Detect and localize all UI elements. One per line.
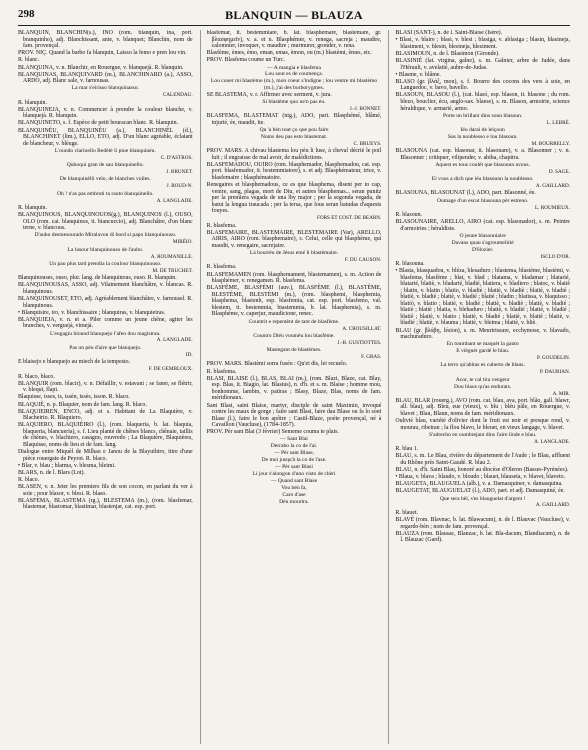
quotation-line: Qu 'a bèn tout ço que pou faire xyxy=(259,126,329,133)
quotation-line: — Pèr sant Blasi xyxy=(275,464,313,471)
dictionary-entry: PROV. MARS. Blastèmi sorra fuséu : Qu'ei dis, lei recuelo. xyxy=(206,361,348,368)
dictionary-entry: BLANQUINA, v. n. Blanchir, en Rouergue, v. blanquejà. R. blanquin. xyxy=(18,64,184,71)
dictionary-entry: BLASO (gr. βλάξ, mou), s. f. Bourre des cocons des vers à soie, en Languedoc, v. bavo, bavello. xyxy=(395,78,571,92)
quotation-source: MIRÈIO. xyxy=(172,239,193,246)
quotation-line: Noms deu pas esto blastemat. xyxy=(260,133,328,140)
dictionary-entry: • Blaua, v. blava ; blaudo, v. bloudo ; blauet, blauseta, v. blavet, blaveto. xyxy=(395,474,566,481)
dictionary-entry: R. blasouna. xyxy=(395,260,425,267)
column-middle xyxy=(200,30,382,744)
dictionary-entry: Dialogue entre Miquèl de Milhau e Janou de la Blayuibiro, titre d'une pièce rouergate de Peyrot. R. blaco. xyxy=(18,449,193,462)
page-header xyxy=(18,8,570,24)
quotation-line: Countrit e repentènt de tant de blasfème. xyxy=(248,318,340,325)
dictionary-entry: BLAQUIÈ, n. p. Blaquier, nom de fam. lang. R. blaco. xyxy=(18,401,147,408)
dictionary-entry: BLAU, BLAR (rouerg.), AVO (rom. cat. blau, ava, port. blão, gall. blawr, all. blau), adj. Bleu, eue (vieux), v. blu ; bléu pâle, en Rouergue, v. blavet ; Blau, Blaun, noms de fam. méridionaux. xyxy=(395,397,571,418)
quotation-line: Vou bén fa, xyxy=(281,485,307,491)
dictionary-entry: R. blauet. xyxy=(395,509,419,516)
dictionary-entry: Blaquisse, isses, is, issèn, issès, isson. R. blaco. xyxy=(18,394,130,401)
dictionary-entry: BLASFEMA, BLASTEMA (rg.), BLESTEMA (m.), (rom. blasfemar, blastemar, blastomar, blastimar, blastenjar, cat. esp. port. xyxy=(18,497,193,511)
dictionary-entry: PROV. Blasfema coume un Turc. xyxy=(206,57,286,64)
quotation-source: A. GAILLARD. xyxy=(535,183,571,190)
dictionary-entry: BLANQUINETO, s. f. Espèce de petit bouracan blanc. R. blanquin. xyxy=(18,120,179,127)
dictionary-entry: R. blaco. xyxy=(18,477,40,484)
dictionary-entry: BLASINIÉ (lat. virgina, galne), s. m. Galnier, arbre de Judée, dans l'Hérault, v. avelatié, aubre-de-Judas. xyxy=(395,57,571,71)
quotation-source: M. BOURRELLY. xyxy=(531,140,571,147)
quotation-line: La terro qu'abitas es cuberto de blaus. xyxy=(440,362,525,369)
dictionary-entry: BLANQUIEJA, v. n. et a. Piler comme un jeune chêne, agiter les branches, v. verguejà, vimejà. xyxy=(18,316,193,330)
quotation-line: Pas un pèu d'aire que blanquejo. xyxy=(69,344,142,351)
quotation-source: P. DAUBIAN. xyxy=(539,369,571,376)
quotation-source: A. CROUSILLAT. xyxy=(342,325,382,332)
quotation-line: Si blastème quo ne'n pas èu. xyxy=(262,99,326,106)
quotation-source: A. ROUMANILLE. xyxy=(150,253,193,260)
quotation-line: Mastegant de blastèmes. xyxy=(266,347,322,354)
dictionary-entry: R. blasfema. xyxy=(206,368,237,375)
quotation-line: Li jour s'alongon d'uno visto de chèri xyxy=(252,471,336,478)
dictionary-entry: BLANQUIN, BLANCHIN(s.), INO (rom. blanquin, ina, port. branquinho), adj. Blanchissant, ante, v. blanquet; Blanchin, nom de fam. provençal. xyxy=(18,30,193,50)
column-right xyxy=(388,30,570,744)
dictionary-entry: BLASOUNAIRE, ARELLO, AIRO (cat. esp. blasonador), s. m. Peintre d'armoiries ; héraldiste. xyxy=(395,219,571,232)
dictionary-entry: BLARS, n. de l. Blars (Lot). xyxy=(18,469,85,476)
quotation-line: E vièguèt gardé le blau. xyxy=(456,348,510,355)
dictionary-entry: BLAUGETAT, BLAUGUELAT (l.), ADO, part. et adj. Damasquiné, ée. xyxy=(395,488,565,495)
dictionary-entry: BLAUGETA, BLAUGUELA (alb.), v. a. Damasquiner, v. damasquina. xyxy=(395,481,563,488)
dictionary-entry: Blanquinouses, ouso, plur. lang. de blanquinous, ouso. R. blanquin. xyxy=(18,275,177,282)
quotation-source: A. MIR. xyxy=(552,390,571,397)
quotation-source: ISCLO D'OR. xyxy=(540,253,571,260)
quotation-source: A. LANGLADE. xyxy=(156,197,193,204)
quotation-line: Countro Diéu vouméu lou blasfème. xyxy=(253,332,335,339)
header-rule xyxy=(18,25,570,26)
dictionary-entry: R. blanc. xyxy=(18,57,40,64)
dictionary-entry: BLASEN, v. n. Jeter les premiers fils de son cocon, en parlant du ver à soie ; pour blasor, v. blesi. R. blaso. xyxy=(18,484,193,497)
dictionary-entry: BLANQUINAS, BLANQUIVARD (m.), BLANCHINARD (a.), ASSO, ARDO, adj. Blanc sale, v. farnousas. xyxy=(18,71,193,85)
dictionary-entry: R. blanquin. xyxy=(18,99,47,106)
dictionary-entry: PROV. NIÇ. Quand la barbo fa blanquin, Laisso la femo e pren lou vin. xyxy=(18,50,187,57)
quotation-source: J. ROUD-N. xyxy=(166,183,193,190)
dictionary-entry: R. blaco, blaco. xyxy=(18,373,55,380)
quotation-line: O jeune blasouniaire xyxy=(459,232,506,239)
running-head: BLANQUIN — BLAUZA xyxy=(225,8,363,22)
dictionary-entry: BLASOUN, BLASOU (l.), (cat. blasó, esp. blason, it. blasone ; du rom. blezo, bouclier, écu, anglo-sax. blaese), s. m. Blason, armoirie, science héraldique, v. armarié, armo. xyxy=(395,92,571,112)
quotation-source: D. SAGE. xyxy=(548,168,571,175)
quotation-line: De moi jusqu'à la co de l'ase. xyxy=(261,457,327,464)
quotation-line: L'engagiu blound blanquejo l'afen dou magistrau. xyxy=(49,330,161,337)
quotation-line: — A mangia e blasfema xyxy=(267,64,321,71)
quotation-line: Aquest es tous coulét que blasounn avous. xyxy=(435,161,530,168)
quotation-line: Iéu darai de leiçoun xyxy=(460,127,505,133)
quotation-line: Un pau plus tard prendia la coulour blanquinouso. xyxy=(49,260,162,267)
quotation-source: J. BRUNET. xyxy=(166,169,193,176)
quotation-line: Dou blaus qu'as endurats. xyxy=(454,383,512,390)
dictionary-entry: • Blasme, v. blâme. xyxy=(395,71,441,78)
dictionary-entry: BLASI (SANT-), n. de l. Saint-Blaise (Isère). xyxy=(395,30,503,36)
quotation-source: J.-J. BONNET. xyxy=(349,105,382,112)
quotation-line: Derrabo la co de l'ai. xyxy=(270,443,318,450)
dictionary-entry: blasfemar, it. bestemmiare, b. lat. blasphemare, blastemare, gr. βλασφημεῖν), v. a. et n. Blasphémer, v. renega, sacreja ; maudire, calomnier, invoquer, v. maudire ; murmurer, gronder, v. rena. xyxy=(206,30,382,50)
quotation-source: C. D'ASTROS. xyxy=(160,154,193,161)
dictionary-entry: BLAVÈ (rom. Blavnac, b. lat. Blawacum), n. de l. Blauvac (Vaucluse), v. regardo-bèn ; nom de fam. provençal. xyxy=(395,516,571,530)
dictionary-entry: • Blanquisire, iro, v. blanchissaire ; blanquiras, v. blanquieiras. xyxy=(18,309,166,316)
dictionary-entry: BLASFÈME, BLASFÈMI (auv.), BLASFÈME (l.), BLASTÈME, BLESTÈME, BLESTÈMI (m.), (rom. blasphemi, blasphemia, blasphema, blastenh, esp. blasfemia, cat. esp. port. blasfemo, val. blestem, it. bestemmia, biastemmia, b. lat. blasphemia), s. m. Blasphème, v. caperjur, maudicione, renec. xyxy=(206,285,382,318)
dictionary-entry: BLAQUIEIREN, ENCO, adj. et s. Habitant de La Blaquière, v. Blacheirio. R. Blaquiero. xyxy=(18,408,193,422)
quotation-line: En toumbant se maquèt la gauto xyxy=(446,341,519,348)
dictionary-entry: BLASOUNA (cat. esp. blasonar, it. blasonare), v. a. Blasonner ; v. n. Blasonner ; critiquer, vilipender, v. abiha, chapitra. xyxy=(395,148,571,161)
page-number: 298 xyxy=(18,8,35,20)
dictionary-entry: Renegaires et blasphemadous, ce es que blasphema, disent per to cap, venire, sang, plagas, mort de Diu, et autres blasphemas... seran punitz per la premiera vegada de una lby major ; per la segonda vegada, de batut la lengua traucada ; per la tersa, que lous seran batudas d'aquests fouyes. xyxy=(206,182,382,215)
dictionary-entry: Sant Blasi, saint Blaise, martyr, disciple de saint Maximin, invoqué contre les maux de gorge ; faire sant Blasi, faire dau Blase ou fa lo sont Blase (l.), faire le bon apôtre ; Castil-Blaze, poète provençal, né à Cavaillon (Vaucluse), (1784-1857). xyxy=(206,402,382,429)
quotation-source: L. LEBRÈ. xyxy=(546,119,571,126)
quotation-line: Oumage d'un escut blasouna pèr estreno. xyxy=(436,197,529,204)
dictionary-entry: R. blasfema. xyxy=(206,264,237,271)
quotation-source: J.-B. GUSTIOTTES. xyxy=(337,339,382,346)
quotation-line: S'adrecho en oumbrejant dins l'aire linde e blau. xyxy=(429,431,537,438)
quotation-line: Lou sout es de coumença. xyxy=(265,71,323,78)
quotation-source: F. DE GEMBLOUX. xyxy=(148,366,193,373)
quotation-line: La lusour blanquinouso de l'aubo. xyxy=(67,246,144,253)
dictionary-entry: BLANQUIR (rom. blacir), v. n. Défaillir, v. estavani ; se faner, se flétrir, v. blequi, flapi. xyxy=(18,380,193,394)
dictionary-entry: R. blasoun. xyxy=(395,211,423,218)
dictionary-entry: PROV. Pèr sant Blai (3 février) Sememe couma te plais. xyxy=(206,429,339,436)
dictionary-entry: • Blasi, v. blaire ; blasi, v. blesi ; blasiga, v. ablasiga ; blasin, blasineja, blasiment, v. blesin, blesineja, blesiment. xyxy=(395,37,571,50)
dictionary-entry: BLASFEMAIRE, BLASTEMAIRE, BLESTEMAIRE (Var), ARELLO, AIRIS, AIRO (rom. blasphemaire), s. Celui, celle qui blasphème, qui maudit, v. renegaire, sacrejaire. xyxy=(206,229,382,250)
column-left xyxy=(18,30,193,744)
dictionary-entry: • Blar, v. blau ; blarma, v. blesma, bleimi. xyxy=(18,462,116,469)
quotation-line: L'oundo clarinello Redètè li piue blanquinèu. xyxy=(54,147,156,154)
quotation-line: Sus la noublesso e lou blasoun. xyxy=(447,133,518,140)
quotation-source: F. DU CAUSON. xyxy=(344,257,382,264)
dictionary-entry: BLANQUINOUSET, ETO, adj. Agréablement blanchâtre, v. farnousel. R. blanquinous. xyxy=(18,296,193,309)
quotation-line: Que sera bèl, s'es blauguelat d'argent ! xyxy=(439,495,526,502)
dictionary-entry: BLANQUINÈU, BLANQUINÉU (a.), BLANCHINÈL (d.), BLANCHINET (lim.), ELLO, ETO, adj. D'un blanc agréable, éclatant de blancheur, v. blèuge. xyxy=(18,127,193,147)
quotation-source: FORS ET COST. DE BEARN. xyxy=(316,215,382,222)
quotation-line: Caro d'ase xyxy=(282,491,306,498)
quotation-line: Quboqui gran de sau blanquinello. xyxy=(66,162,144,169)
quotation-line: Davans quau s'agroumelirié xyxy=(451,239,514,246)
quotation-line: Porte un brillant dins soun blasoun. xyxy=(443,112,523,119)
dictionary-entry: Blasfème, èmes, èmo, eman, emas, èmon, ou (m.) blastèmi, èmes, etc. xyxy=(206,50,372,57)
dictionary-entry: BLAQUIERO, BLAQUIÈIRO (l.), (rom. blaqueria, b. lat. blaquia, blaqueria, blancueria), s. f. Lieu planté de chênes blancs, chênaie, taillis de chênes, v. blachiero, casagno, rouvredo ; La Blaquière, Blaquières, Blaquisse, noms de lieu et de fam. lang. xyxy=(18,422,193,448)
dictionary-entry: BLANQUINOUSAS, ASSO, adj. Vilainement blanchâtre, v. blancas. R. blanquinous. xyxy=(18,282,193,295)
quotation-line: D'Hozier. xyxy=(472,246,494,253)
dictionary-entry: BLASFEMA, BLASTEMAT (nig.), ADO, part. Blasphémé, blâmé, injurié, ée, maudit, ite. xyxy=(206,113,382,126)
quotation-line: — Pèr sant Blase, xyxy=(273,450,315,457)
dictionary-entry: R. blasfema. xyxy=(206,222,237,229)
dictionary-entry: R. blau 1. xyxy=(395,446,419,453)
dictionary-entry: BLASIMOUN, n. de l. Blasimon (Gironde). xyxy=(395,50,500,57)
dictionary-entry: BLASFEMAMEN (rom. blasphemament, blastemamen), s. m. Action de blasphémer, v. renegamen. R. blasfema. xyxy=(206,271,382,285)
dictionary-entry: BLAU, n. d'h. Saint Blau, honoré au diocèse d'Oleron (Basses-Pyrénées). xyxy=(395,466,569,473)
quotation-source: A. GAILLARD. xyxy=(535,502,571,509)
dictionary-entry: Oulivié blau, variété d'olivier dont le fruit est noir et presque rond, v. mourau, ribeiran ; la flou blavo, le bleuet, en vieux langage, v. blavet. xyxy=(395,418,571,431)
text-columns xyxy=(18,30,570,744)
dictionary-entry: BLASI, BLAISE (l.), BLAS, BLAI (m.), (rom. Blazi, Blaze, cat. Blay, esp. Blas, it. Biagio, lat. Blasius), n. d'h. et s. m. Blaise ; homme mou, bonhomme, lambin, v. patiras ; Blasy, Blaze, Blas, noms de fam. méridionaux. xyxy=(206,375,382,402)
dictionary-entry: SE BLASTEMA, v. r. Affirmer avec serment, v. jura. xyxy=(206,91,332,98)
quotation-source: CALENDAU. xyxy=(162,92,193,99)
dictionary-entry: • Blasta, blasquadou, v. bléza, blesaduro ; blastema, blastème, blastèmi, v. blasfema, blasfème ; blat, v. blad ; blatama, v. bladamar ; blatarié, blatarié, blatiè, v. bladarié, bladié, blatiera, v. bladiero ; blatoc, v. blatiè ; blatin, v. blatin ; blatio, v. bladiè ; blatiè, v. bladiè ; blatiè, v. bladié ; blatiè, v. bladié ; blatiè, v. bladié ; blatié ; bladin ; blatissa, v. blaquisso ; blatiò, v. blatio ; blatiè, v. bladiè ; blatiè, v. bladiè ; blatiè, v. bladié ; blatiè ; blatiè ; blatia, v. blehaduro ; blatiè, v. bladié ; blatiè, v. bladié ; blatiè ; blatiè, v. blatio ; blatiè, v. bladié ; blatiè, v. blatiè ; blatiè, v. bladié ; blatiè, v. blauma ; blatiè, v. bleima ; blatiè, v. bliè. xyxy=(395,268,571,327)
quotation-line: Lou couer mi blastèmo (m.), mon coeur s'indigne ; lou ventre mi blastèmo (m.), j'ai des borborygmes. xyxy=(210,78,378,91)
dictionary-entry: BLANQUINOUS, BLANQUINOUOS(g.), BLANQUINOS (l.), OUSO, OLO (rom. cat. blanquinos, it. biancuccio), adj. Blanchâtre, d'un blanc terne, v. blancous. xyxy=(18,212,193,232)
quotation-line: De blanquinèlli velo, de blanches voiles. xyxy=(59,176,151,183)
quotation-source: M. DE TRUCHET. xyxy=(152,267,193,274)
dictionary-entry: BLAU (gr. βλάβη, lésion), s. m. Meurtrissure, ecchymose, v. blavado, machuraduro. xyxy=(395,327,571,341)
quotation-line: Lá bourréu de Jésus emé li blastèmaire. xyxy=(249,250,339,257)
quotation-source: ID. xyxy=(185,351,193,358)
quotation-line: D'aubo desmesourado Miralavon di bord si papo blanquinouso. xyxy=(34,232,177,239)
dictionary-entry: BLANQUINEJA, v. n. Commencer à prendre la couleur blanche, v. blanquejà. R. blanquin. xyxy=(18,106,193,120)
quotation-line: Oh ! n'as pas embruti ta rauto blanquinello. xyxy=(56,190,154,197)
quotation-line: Déu mourtra. xyxy=(279,498,309,505)
quotation-source: A. LANGLADE. xyxy=(534,438,571,445)
dictionary-entry: R. blanquin. xyxy=(18,204,47,211)
quotation-source: L. ROUMIEUX. xyxy=(535,204,571,211)
quotation-line: — Sant Blai xyxy=(280,436,308,443)
quotation-line: La mar s'eirisso blanquinasso. xyxy=(71,85,139,92)
quotation-line: Ei vous a dich que iéu blasounn la noublesso. xyxy=(431,176,534,183)
dictionary-entry: BLAU, s. m. Le Blau, rivière du département de l'Aude ; le Blau, affluent du Rhône près Saint-Gaudé. R. blau 2. xyxy=(395,453,571,466)
dictionary-entry: E blaisejo e blanquejo au miech de la tempesto. xyxy=(18,359,131,366)
quotation-line: Acor, te cal tira vengeur xyxy=(455,376,510,383)
quotation-source: P. GOUDELIN. xyxy=(537,355,571,362)
quotation-source: A. LANGLADE. xyxy=(156,337,193,344)
quotation-source: F. GRAS. xyxy=(361,354,382,361)
dictionary-entry: BLAUZA (rom. Blausac, Blanzac, b. lat. Bla-dacum, Blandiacum), n. de l. Blauzac (Gard). xyxy=(395,530,571,544)
dictionary-entry: BLASFEMADOU, OUIRO (rom. blasphemador, blasphemadou, cat. esp. port. blasfemador, it. bestemmiatore), s. et adj. Blasphémateur, trice, v. blasfemaire ; blasphématoire. xyxy=(206,161,382,181)
quotation-source: C. BRUEYS. xyxy=(353,140,382,147)
quotation-line: — Quand sant Blase xyxy=(270,478,318,485)
dictionary-entry: BLASOUNA, BLASOUNAT (l.), ADO, part. Blasonné, ée. xyxy=(395,190,536,197)
dictionary-entry: PROV. MARS. A chivau blastema lou pèu li luse, à cheval décrié le poil luit ; il engraisse de mal avoir, de malédictions. xyxy=(206,148,382,161)
